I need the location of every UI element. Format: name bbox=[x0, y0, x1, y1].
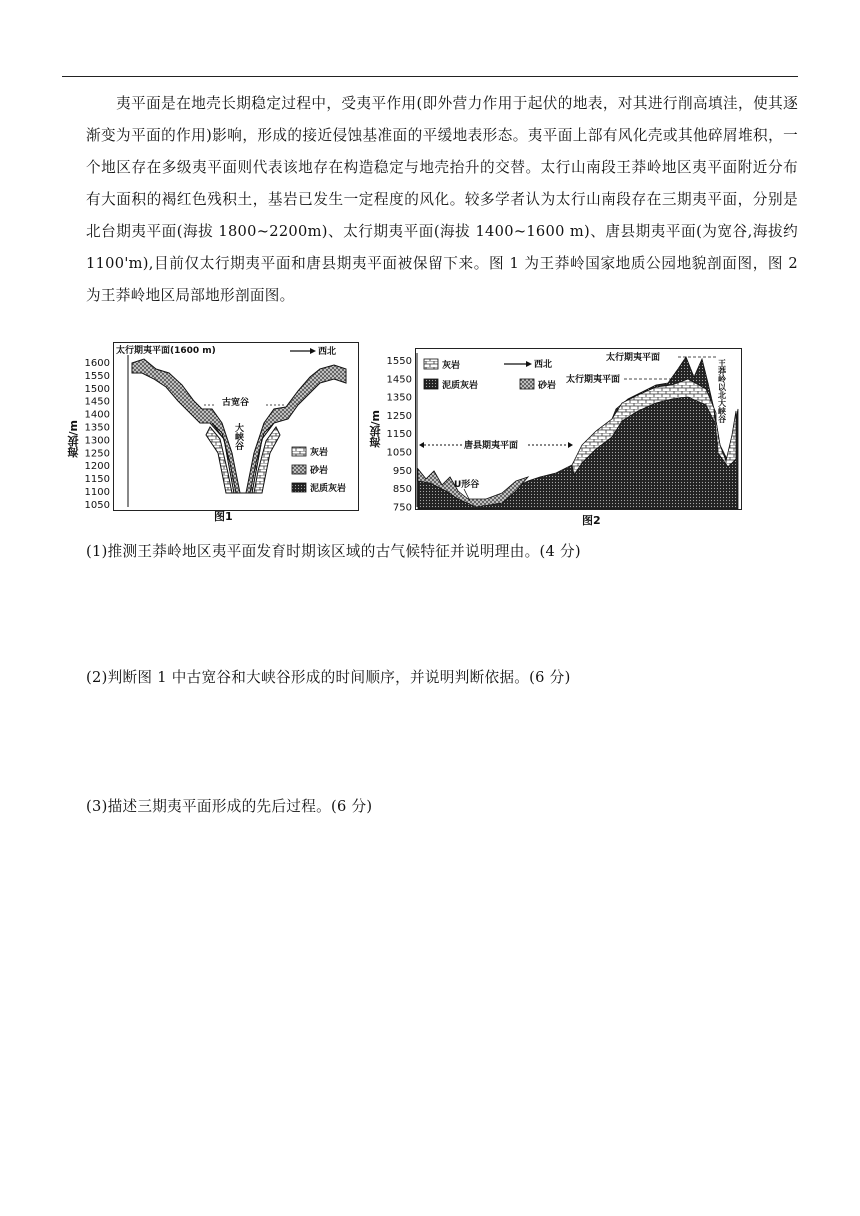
fig1-canyon-walls bbox=[206, 427, 280, 493]
intro-paragraph bbox=[86, 88, 798, 312]
fig1-tick-label: 1150 bbox=[84, 474, 110, 486]
fig1-tick-label: 1350 bbox=[84, 422, 110, 434]
figure-2 bbox=[415, 348, 742, 510]
fig1-label-canyon: 大峡谷 bbox=[233, 423, 243, 450]
fig1-legend-limestone: 灰岩 bbox=[310, 448, 329, 458]
fig1-tick-label: 1100 bbox=[84, 487, 110, 498]
fig2-tick-label: 850 bbox=[392, 484, 412, 496]
fig2-label-taihang: 太行期夷平面 bbox=[566, 375, 621, 385]
fig1-tick-label: 1200 bbox=[84, 461, 110, 473]
question-2: (2)判断图 1 中古宽谷和大峡谷形成的时间顺序，并说明判断依据。(6 分) bbox=[86, 669, 571, 686]
fig2-label-canyon: 王莽岭以北大峡谷 bbox=[717, 359, 727, 423]
fig1-legend-sandstone: 砂岩 bbox=[310, 466, 329, 476]
fig2-y-ticks bbox=[386, 352, 414, 516]
fig2-y-axis-label: 海拔/m bbox=[369, 410, 382, 448]
fig1-y-ticks bbox=[84, 355, 112, 519]
fig2-tick-label: 950 bbox=[392, 465, 412, 477]
question-1: (1)推测王莽岭地区夷平面发育时期该区域的古气候特征并说明理由。(4 分) bbox=[86, 543, 581, 560]
fig2-legend-sandstone: 砂岩 bbox=[538, 381, 557, 391]
fig2-tick-label: 750 bbox=[392, 502, 412, 512]
fig2-label-u-valley: U形谷 bbox=[454, 480, 480, 490]
fig2-caption: 图2 bbox=[582, 514, 601, 527]
fig2-tick-label: 1550 bbox=[386, 356, 412, 367]
fig1-y-axis-label: 海拔/m bbox=[67, 420, 80, 458]
fig1-tick-label: 1500 bbox=[84, 383, 110, 395]
question-3: (3)描述三期夷平面形成的先后过程。(6 分) bbox=[86, 798, 373, 815]
fig1-tick-label: 1400 bbox=[84, 409, 110, 421]
fig2-legend-marl: 泥质灰岩 bbox=[442, 381, 479, 391]
fig1-label-taihang: 太行期夷平面(1600 m) bbox=[116, 346, 216, 356]
fig2-tick-label: 1450 bbox=[386, 374, 412, 386]
fig1-legend-swatch-limestone bbox=[292, 447, 306, 456]
fig2-legend-swatch-sandstone bbox=[520, 379, 534, 389]
intro-text: 夷平面是在地壳长期稳定过程中，受夷平作用(即外营力作用于起伏的地表，对其进行削高填洼，使其逐渐变为平面的作用)影响，形成的接近侵蚀基准面的平缓地表形态。夷平面上部有风化壳或其他碎屑堆积，一个地区存在多级夷平面则代表该地存在构造稳定与地壳抬升的交替。太行山南段王莽岭地区夷平面附近分布有大面积的褐红色残积土，基岩已发生一定程度的风化。较多学者认为太行山南段存在三期夷平面，分别是北台期夷平面(海拔 1800~2200m)、太行期夷平面(海拔 1400~1600 m)、唐县期夷平面(为宽谷,海拔约 1100'm),目前仅太行期夷平面和唐县期夷平面被保留下来。图 1 为王莽岭国家地质公园地貌剖面图，图 2 为王莽岭地区局部地形剖面图。 bbox=[86, 95, 798, 304]
fig1-tick-label: 1050 bbox=[84, 499, 110, 511]
fig2-tick-label: 1350 bbox=[386, 392, 412, 404]
figure-1 bbox=[113, 342, 359, 511]
fig2-legend-limestone: 灰岩 bbox=[442, 361, 461, 371]
fig1-caption: 图1 bbox=[214, 510, 233, 523]
fig2-label-tangxian: 唐县期夷平面 bbox=[464, 441, 519, 451]
fig1-tick-label: 1450 bbox=[84, 396, 110, 408]
fig2-tick-label: 1150 bbox=[386, 429, 412, 441]
fig1-tick-label: 1250 bbox=[84, 448, 110, 460]
fig1-label-valley: 古宽谷 bbox=[222, 398, 250, 408]
fig1-tick-label: 1300 bbox=[84, 435, 110, 447]
fig2-label-taihang-top: 太行期夷平面 bbox=[606, 353, 661, 363]
fig2-legend-swatch-marl bbox=[424, 379, 438, 389]
fig1-tick-label: 1550 bbox=[84, 370, 110, 382]
fig1-legend-marl: 泥质灰岩 bbox=[310, 484, 347, 494]
fig1-tick-label: 1600 bbox=[84, 358, 110, 369]
fig1-legend-swatch-sandstone bbox=[292, 465, 306, 474]
fig2-tick-label: 1050 bbox=[386, 447, 412, 459]
fig1-legend-swatch-marl bbox=[292, 483, 306, 492]
fig2-legend-swatch-limestone bbox=[424, 359, 438, 369]
header-rule bbox=[62, 76, 798, 77]
fig2-label-direction: 西北 bbox=[534, 360, 553, 370]
fig2-tick-label: 1250 bbox=[386, 410, 412, 422]
fig1-label-direction: 西北 bbox=[318, 347, 337, 357]
